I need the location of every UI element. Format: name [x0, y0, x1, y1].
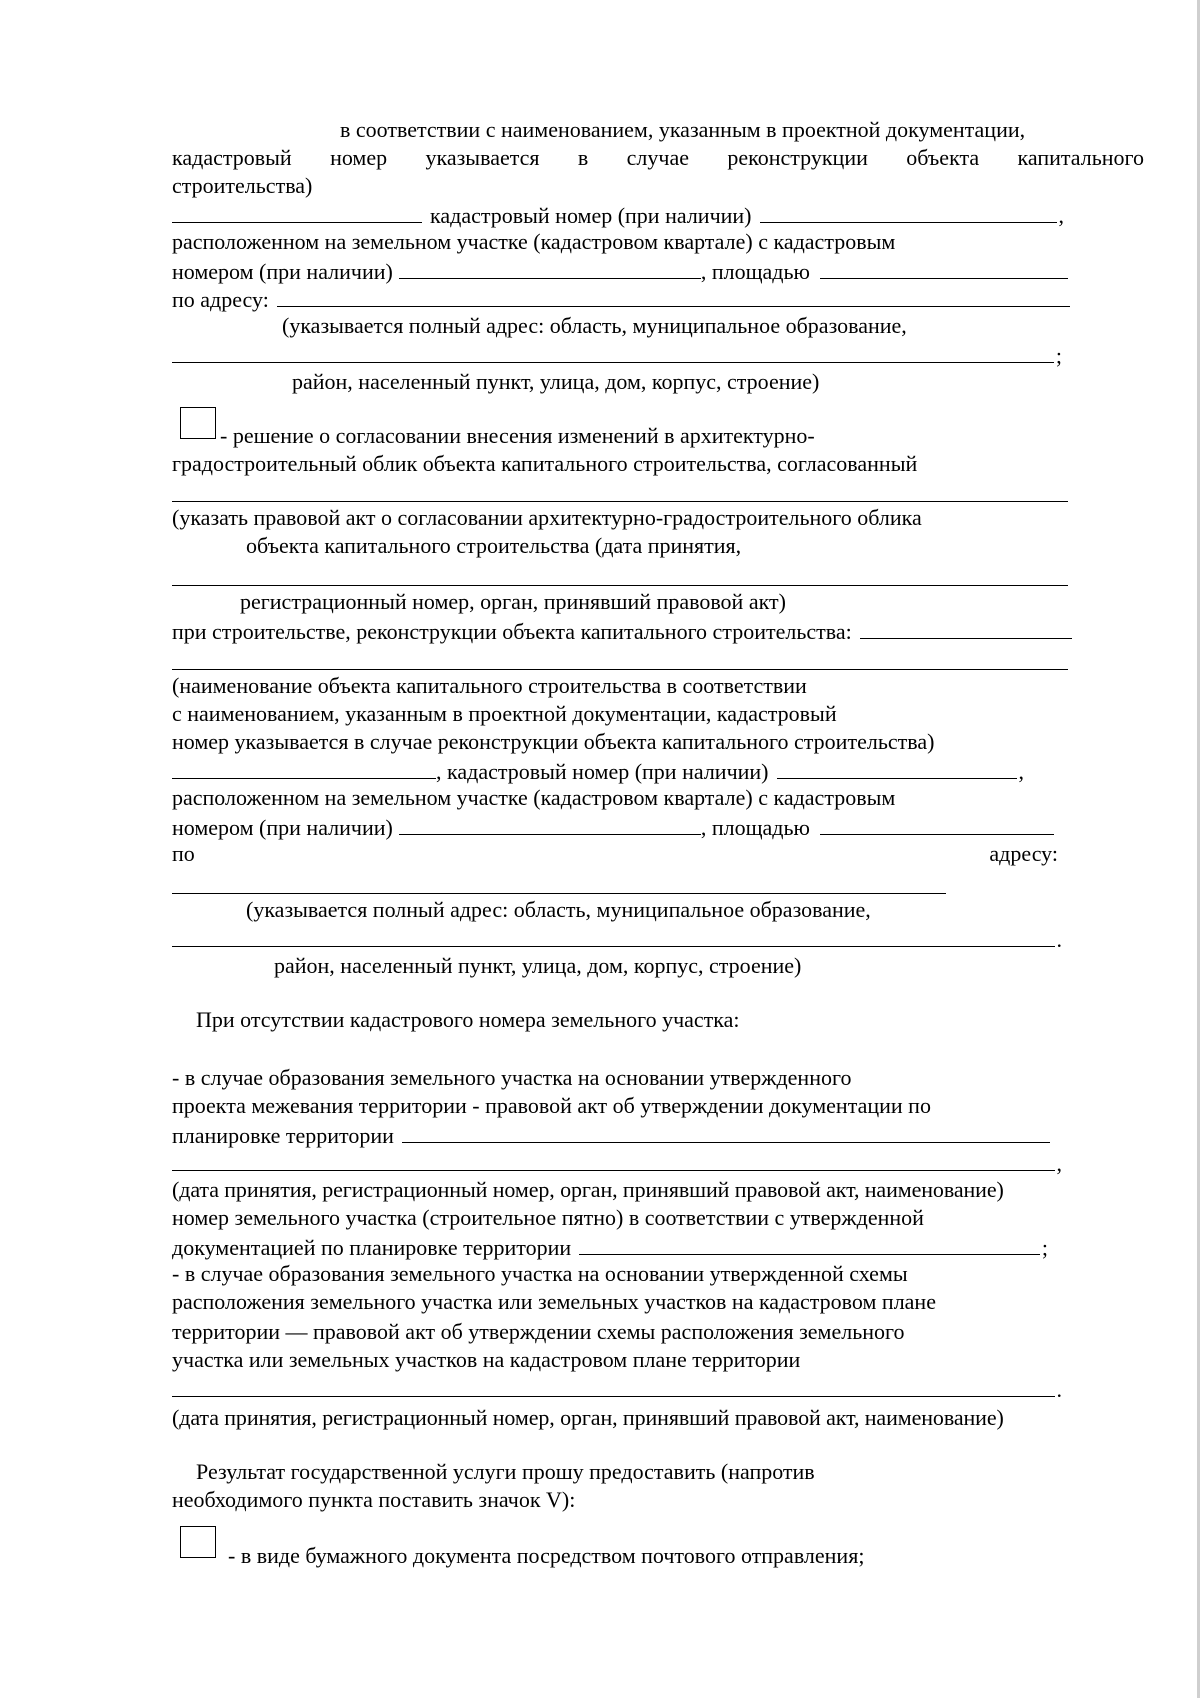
- blank-field[interactable]: [172, 584, 1068, 586]
- blank-field[interactable]: [172, 1148, 1055, 1171]
- blank-line: [172, 924, 1062, 952]
- blank-field[interactable]: [172, 756, 436, 779]
- punct: ,: [1018, 759, 1024, 784]
- blank-field[interactable]: [399, 812, 701, 835]
- blank-field[interactable]: [402, 1120, 1050, 1143]
- punct: ,: [1058, 203, 1064, 228]
- text: , кадастровый номер (при наличии): [436, 759, 769, 784]
- address-line: [172, 840, 1058, 868]
- word: реконструкции: [727, 145, 868, 170]
- construction-line: [172, 616, 1074, 644]
- text: номером (при наличии): [172, 815, 393, 840]
- blank-field[interactable]: [860, 616, 1072, 639]
- address-line: [172, 284, 1072, 312]
- text: по адресу:: [172, 287, 269, 312]
- word: капитального: [1017, 145, 1144, 170]
- area-line: [172, 812, 1056, 840]
- checkbox-paper-by-mail[interactable]: [180, 1526, 216, 1558]
- text: , площадью: [700, 815, 810, 840]
- punct: ,: [1056, 1151, 1062, 1176]
- blank-field[interactable]: [579, 1232, 1040, 1255]
- word: объекта: [906, 145, 980, 170]
- hint-line: (наименование объекта капитального строительства в соответствии: [172, 673, 807, 698]
- text-line: номер земельного участка (строительное пятно) в соответствии с утвержденной: [172, 1205, 924, 1230]
- hint-line: с наименованием, указанным в проектной документации, кадастровый: [172, 701, 837, 726]
- blank-field[interactable]: [172, 500, 1068, 502]
- text-line: расположенном на земельном участке (кадастровом квартале) с кадастровым: [172, 229, 896, 254]
- hint-line: район, населенный пункт, улица, дом, корпус, строение): [292, 369, 820, 394]
- text: по: [172, 841, 195, 866]
- blank-line: [172, 340, 1062, 368]
- blank-field[interactable]: [172, 340, 1054, 363]
- text-line: территории — правовой акт об утверждении схемы расположения земельного: [172, 1319, 905, 1344]
- text-line: необходимого пункта поставить значок V):: [172, 1487, 576, 1512]
- punct: .: [1056, 927, 1062, 952]
- text: при строительстве, реконструкции объекта капитального строительства:: [172, 619, 852, 644]
- word: указывается: [425, 145, 540, 170]
- text: , площадью: [700, 259, 810, 284]
- hint-line: (дата принятия, регистрационный номер, орган, принявший правовой акт, наименование): [172, 1177, 1004, 1202]
- text-line: участка или земельных участков на кадастровом плане территории: [172, 1347, 801, 1372]
- cadastral-number-line: [172, 756, 1024, 784]
- word: случае: [626, 145, 690, 170]
- hint-line: (указать правовой акт о согласовании архитектурно-градостроительного облика: [172, 505, 922, 530]
- text-line: - в случае образования земельного участка на основании утвержденной схемы: [172, 1261, 908, 1286]
- hint-line: номер указывается в случае реконструкции объекта капитального строительства): [172, 729, 935, 754]
- text-line: расположения земельного участка или земельных участков на кадастровом плане: [172, 1289, 936, 1314]
- blank-line: [172, 1374, 1062, 1402]
- hint-line: (указывается полный адрес: область, муниципальное образование,: [246, 897, 871, 922]
- word: кадастровый: [172, 145, 292, 170]
- planning-docs-line: [172, 1232, 1048, 1260]
- text-line: строительства): [172, 173, 313, 198]
- text-line: расположенном на земельном участке (кадастровом квартале) с кадастровым: [172, 785, 896, 810]
- blank-field[interactable]: [172, 924, 1055, 947]
- punct: ;: [1055, 343, 1062, 368]
- text: адресу:: [989, 841, 1058, 866]
- text-line: - в виде бумажного документа посредством почтового отправления;: [228, 1543, 865, 1568]
- text: документацией по планировке территории: [172, 1235, 572, 1260]
- text: планировке территории: [172, 1123, 394, 1148]
- cadastral-number-line: [172, 200, 1064, 228]
- blank-field[interactable]: [777, 756, 1017, 779]
- hint-line: (указывается полный адрес: область, муниципальное образование,: [282, 313, 907, 338]
- punct: ;: [1041, 1235, 1048, 1260]
- blank-field[interactable]: [399, 256, 701, 279]
- blank-field[interactable]: [172, 200, 422, 223]
- blank-line: [172, 1148, 1062, 1176]
- word: в: [577, 145, 589, 170]
- hint-line: (дата принятия, регистрационный номер, орган, принявший правовой акт, наименование): [172, 1405, 1004, 1430]
- text: кадастровый номер (при наличии): [430, 203, 752, 228]
- punct: .: [1056, 1377, 1062, 1402]
- hint-line: объекта капитального строительства (дата принятия,: [246, 533, 742, 558]
- blank-field[interactable]: [820, 812, 1054, 835]
- area-line: [172, 256, 1070, 284]
- text: номером (при наличии): [172, 259, 393, 284]
- text-line: проекта межевания территории - правовой акт об утверждении документации по: [172, 1093, 931, 1118]
- text-line: - в случае образования земельного участка на основании утвержденного: [172, 1065, 852, 1090]
- text-line: градостроительный облик объекта капитального строительства, согласованный: [172, 451, 918, 476]
- blank-field[interactable]: [172, 892, 946, 894]
- blank-field[interactable]: [172, 1374, 1055, 1397]
- justified-line: [172, 144, 1144, 172]
- text-line: в соответствии с наименованием, указанным в проектной документации,: [340, 117, 1026, 142]
- planning-line: [172, 1120, 1052, 1148]
- blank-field[interactable]: [760, 200, 1057, 223]
- blank-field[interactable]: [172, 668, 1068, 670]
- blank-field[interactable]: [277, 284, 1070, 307]
- blank-field[interactable]: [820, 256, 1068, 279]
- word: номер: [330, 145, 388, 170]
- text-line: При отсутствии кадастрового номера земельного участка:: [196, 1007, 740, 1032]
- checkbox-architectural-decision[interactable]: [180, 407, 216, 439]
- text-line: Результат государственной услуги прошу предоставить (напротив: [196, 1459, 815, 1484]
- hint-line: регистрационный номер, орган, принявший правовой акт): [240, 589, 786, 614]
- text-line: - решение о согласовании внесения изменений в архитектурно-: [220, 423, 815, 448]
- hint-line: район, населенный пункт, улица, дом, корпус, строение): [274, 953, 802, 978]
